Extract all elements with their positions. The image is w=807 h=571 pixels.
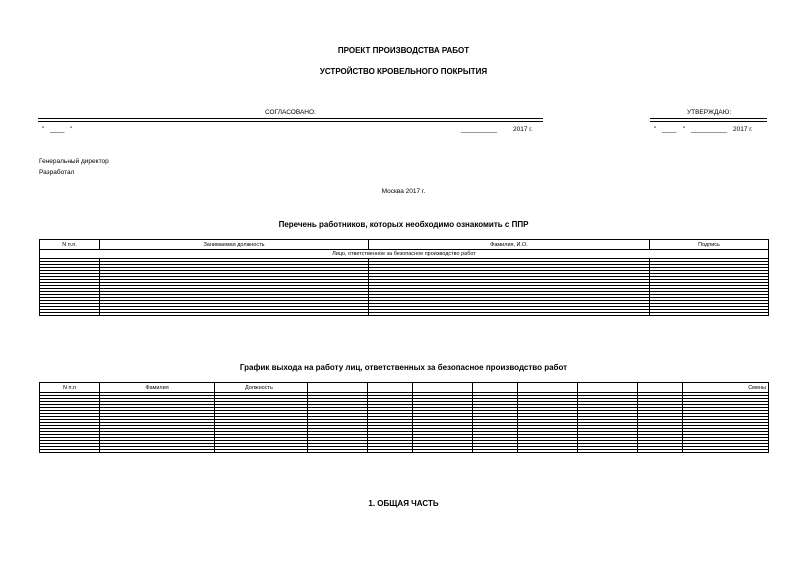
- table-cell: [413, 450, 473, 453]
- table-cell: [369, 313, 650, 316]
- workers-responsible-row: [40, 250, 769, 259]
- agreed-month-blank: __________: [461, 126, 498, 133]
- table-cell: [40, 450, 100, 453]
- table-cell: [473, 450, 518, 453]
- schedule-col-position: Должность: [215, 383, 308, 393]
- table-row: [40, 450, 769, 453]
- workers-col-signature: Подпись: [650, 240, 769, 250]
- table-cell: [518, 450, 578, 453]
- approved-rule-bottom: [650, 121, 767, 122]
- table-cell: [100, 450, 215, 453]
- schedule-table: [39, 382, 769, 453]
- agreed-rule-bottom: [38, 121, 543, 122]
- schedule-section-title: График выхода на работу лиц, ответственных за безопасное производство работ: [239, 363, 568, 372]
- approved-quote-close: ": [683, 126, 686, 133]
- schedule-col-day: [308, 383, 368, 393]
- table-cell: [40, 313, 100, 316]
- table-cell: [368, 450, 413, 453]
- table-cell: [638, 450, 683, 453]
- schedule-col-shifts: Смены: [683, 383, 769, 393]
- schedule-col-day: [518, 383, 578, 393]
- schedule-col-day: [368, 383, 413, 393]
- table-cell: [683, 450, 769, 453]
- schedule-col-day: [638, 383, 683, 393]
- table-cell: [100, 313, 369, 316]
- agreed-year: 2017 г.: [513, 126, 533, 133]
- developed-label: Разработал: [39, 169, 75, 176]
- document-subtitle: УСТРОЙСТВО КРОВЕЛЬНОГО ПОКРЫТИЯ: [319, 67, 488, 76]
- schedule-col-day: [578, 383, 638, 393]
- workers-table: [39, 239, 769, 316]
- table-cell: [308, 450, 368, 453]
- approved-rule-top: [650, 118, 767, 119]
- workers-col-name: Фамилия, И.О.: [369, 240, 650, 250]
- approved-month-blank: __________: [691, 126, 728, 133]
- agreed-label: СОГЛАСОВАНО:: [265, 109, 316, 116]
- schedule-col-day: [413, 383, 473, 393]
- agreed-day-blank: ____: [50, 126, 65, 133]
- director-label: Генеральный директор: [39, 158, 109, 165]
- document-title: ПРОЕКТ ПРОИЗВОДСТВА РАБОТ: [337, 46, 470, 55]
- schedule-col-number: N п.п: [40, 383, 100, 393]
- workers-responsible-label: Лицо, ответственное за безопасное производство работ: [40, 250, 769, 259]
- approved-year: 2017 г.: [733, 126, 753, 133]
- city-date: Москва 2017 г.: [381, 188, 426, 195]
- agreed-quote-open: ": [42, 126, 45, 133]
- table-row: [40, 313, 769, 316]
- approved-quote-open: ": [654, 126, 657, 133]
- general-section-title: 1. ОБЩАЯ ЧАСТЬ: [368, 499, 439, 508]
- workers-col-position: Занимаемая должность: [100, 240, 369, 250]
- workers-section-title: Перечень работников, которых необходимо ознакомить с ППР: [278, 220, 529, 229]
- table-cell: [578, 450, 638, 453]
- workers-table-header: [40, 240, 769, 250]
- schedule-table-header: [40, 383, 769, 393]
- agreed-quote-close: ": [70, 126, 73, 133]
- workers-col-number: N п.п.: [40, 240, 100, 250]
- approved-label: УТВЕРЖДАЮ:: [687, 109, 732, 116]
- schedule-col-day: [473, 383, 518, 393]
- schedule-col-surname: Фамилия: [100, 383, 215, 393]
- approved-day-blank: ____: [662, 126, 677, 133]
- agreed-rule-top: [38, 118, 543, 119]
- table-cell: [215, 450, 308, 453]
- table-cell: [650, 313, 769, 316]
